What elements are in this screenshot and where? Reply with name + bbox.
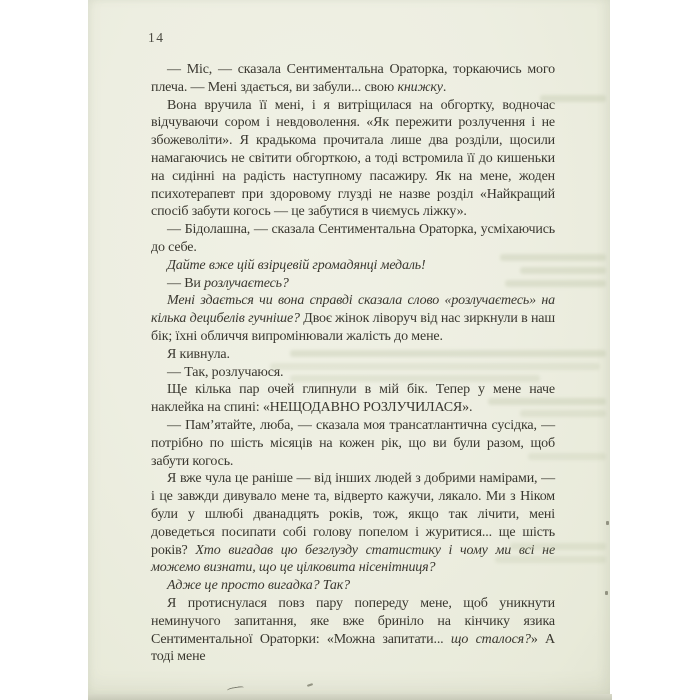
bleedthrough-mark: [290, 375, 540, 382]
italic-text-segment: Адже це просто вигадка? Так?: [167, 578, 351, 594]
page-number: 14: [148, 30, 165, 45]
bleedthrough-mark: [488, 398, 606, 405]
italic-text-segment: розлучаєтесь?: [204, 275, 289, 291]
edge-speck: [606, 521, 609, 525]
bleedthrough-mark: [505, 280, 606, 287]
text-segment: — Бідолашна, — сказала Сентиментальна Ораторка, усміхаючись до себе.: [151, 222, 555, 255]
book-page: [88, 0, 610, 694]
bleedthrough-mark: [520, 410, 606, 417]
text-segment: Я кивнула.: [167, 346, 230, 362]
bleedthrough-mark: [510, 543, 606, 550]
text-segment: .: [442, 79, 447, 95]
paragraph: [151, 61, 555, 97]
text-segment: Двоє жінок ліворуч від нас зиркнули в наш бік; їхні обличчя випромінювали жалість до мене.: [151, 311, 555, 344]
italic-text-segment: що сталося?: [450, 631, 531, 647]
text-segment: Ще кілька пар очей глипнули в мій бік. Тепер у мене наче наклейка на спині: «НЕЩОДАВНО РОЗЛУЧИЛАСЯ».: [151, 382, 555, 416]
italic-text-segment: Хто вигадав цю безглузду статистику і чому ми всі не можемо визнати, що це цілковита нісенітниця?: [151, 542, 556, 576]
text-segment: — Так, розлучаюся.: [167, 364, 284, 380]
paragraph: [151, 275, 555, 293]
paragraph: [151, 257, 555, 275]
text-segment: — Міс, — сказала Сентиментальна Ораторка, торкаючись мого плеча. — Мені здається, ви забули... свою: [151, 62, 555, 95]
italic-text-segment: Дайте вже цій взірцевій громадянці медаль!: [167, 257, 426, 273]
edge-speck: [605, 591, 608, 595]
italic-text-segment: Мені здається чи вона справді сказала слово «розлучаєтесь» на кілька децибелів гучніше?: [151, 293, 555, 327]
bleedthrough-mark: [528, 453, 606, 460]
paragraph: [151, 595, 555, 666]
text-segment: » А тоді мене: [151, 631, 555, 665]
paragraph: [151, 221, 555, 257]
bleedthrough-mark: [270, 363, 600, 370]
bleedthrough-mark: [500, 254, 606, 261]
bleedthrough-mark: [520, 267, 606, 274]
italic-text-segment: книжку: [397, 79, 443, 95]
bleedthrough-mark: [495, 556, 606, 563]
paragraph: [151, 97, 555, 222]
page-bottom-edge: [88, 694, 612, 700]
paragraph: [151, 292, 555, 345]
text-segment: — Пам’ятайте, люба, — сказала моя трансатлантична сусідка, — потрібно по шість місяців на кожен рік, що ви були разом, щоб забути когось.: [151, 417, 555, 469]
text-segment: Я протиснулася повз пару попереду мене, щоб уникнути неминучого запитання, яке вже бриніло на кінчику язика Сентиментальної Ораторки: «Можна запитати...: [151, 595, 555, 647]
text-segment: Вона вручила її мені, і я витріщилася на обгортку, водночас відчуваючи сором і невдоволення. «Як пережити розлучення і не збожеволіти». Я крадькома прочитала лише два розділи, щосили намагаючись не світити обгорткою, а тоді встромила її до кишеньки на сидінні на радість наступному пасажиру. Як на мене, жоден психотерапевт при здоровому глузді не назве розділ «Найкращий спосіб забути когось — це забутися в чиємусь ліжку».: [151, 97, 555, 220]
paragraph: [151, 417, 555, 470]
text-segment: — Ви: [167, 275, 205, 291]
bleedthrough-mark: [540, 95, 606, 102]
paragraph: [151, 577, 555, 595]
bleedthrough-mark: [290, 350, 606, 357]
text-segment: Я вже чула це раніше — від інших людей з добрими намірами, — і це завжди дивувало мене та, відверто кажучи, лякало. Ми з Ніком були у шлюбі дванадцять років, тож, якщо так лічити, мені доведеться посипати собі голову попелом і журитися... ще шість років?: [151, 471, 555, 558]
